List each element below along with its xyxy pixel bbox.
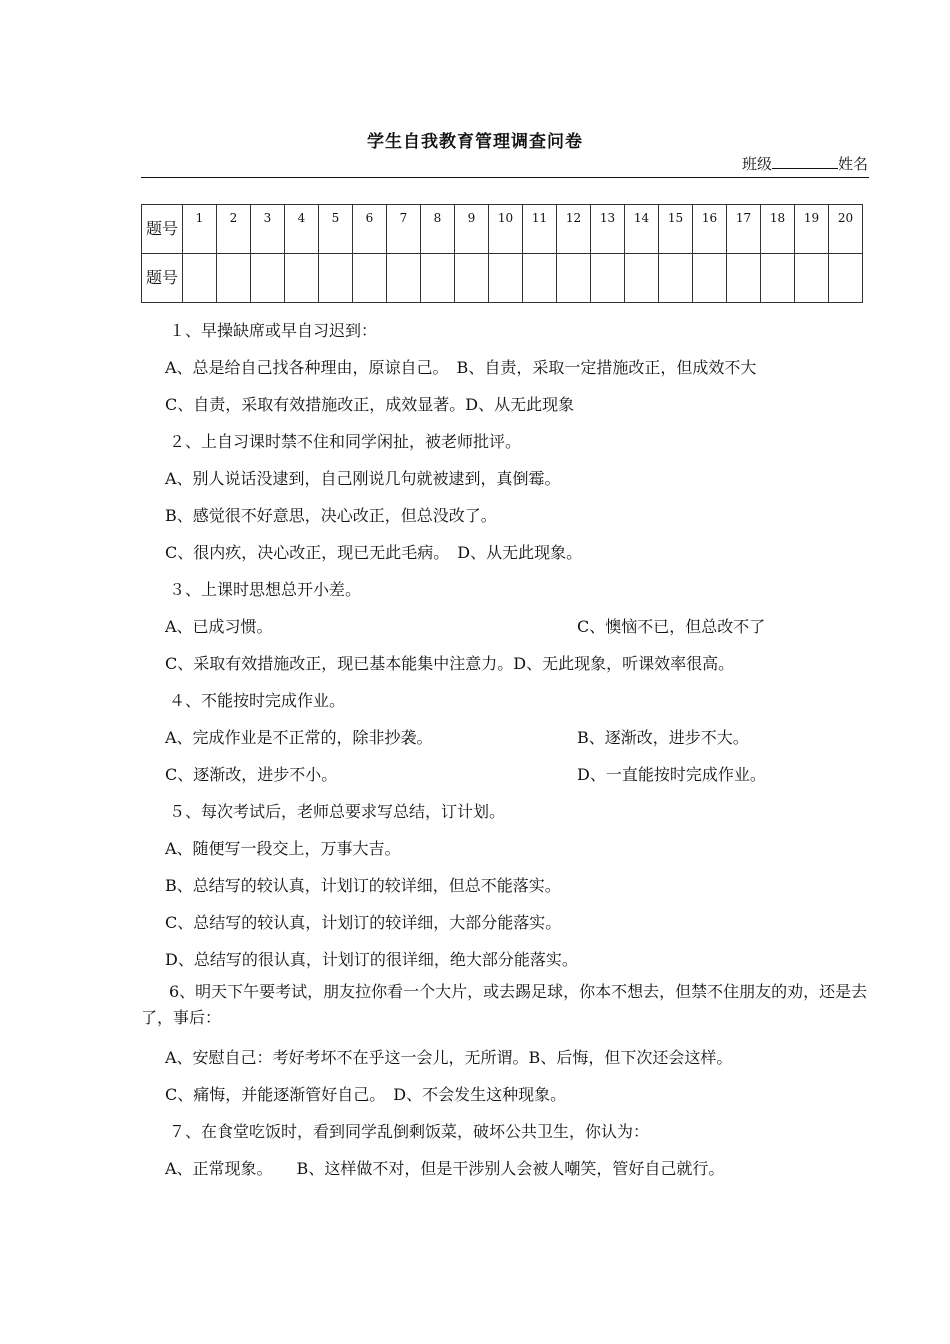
option-left: C、逐渐改，进步不小。 xyxy=(165,765,338,784)
question-7: ７、在食堂吃饭时，看到同学乱倒剩饭菜，破坏公共卫生，你认为： xyxy=(169,1122,650,1141)
option-line: C、痛悔，并能逐渐管好自己。 D、不会发生这种现象。 xyxy=(165,1085,567,1104)
option-line: D、总结写的很认真，计划订的很详细，绝大部分能落实。 xyxy=(165,950,578,969)
table-row-numbers xyxy=(142,205,863,254)
question-6: 6、明天下午要考试，朋友拉你看一个大片，或去踢足球，你本不想去，但禁不住朋友的劝，还是去了，事后： xyxy=(141,982,868,1027)
question-3: ３、上课时思想总开小差。 xyxy=(169,580,362,599)
answer-cell[interactable] xyxy=(523,254,557,303)
question-number-cell: 1 xyxy=(183,205,217,254)
answer-cell[interactable] xyxy=(625,254,659,303)
question-number-cell: 12 xyxy=(557,205,591,254)
question-number-cell: 2 xyxy=(217,205,251,254)
answer-cell[interactable] xyxy=(455,254,489,303)
option-line: A、别人说话没逮到，自己刚说几句就被逮到，真倒霉。 xyxy=(165,469,561,488)
answer-cell[interactable] xyxy=(285,254,319,303)
answer-cell[interactable] xyxy=(795,254,829,303)
question-number-cell: 4 xyxy=(285,205,319,254)
option-line: C、总结写的较认真，计划订的较详细，大部分能落实。 xyxy=(165,913,562,932)
answer-cell[interactable] xyxy=(183,254,217,303)
answer-cell[interactable] xyxy=(659,254,693,303)
class-label: 班级 xyxy=(741,155,772,173)
option-line: A、安慰自己：考好考坏不在乎这一会儿，无所谓。B、后悔，但下次还会这样。 xyxy=(165,1048,733,1067)
page-title: 学生自我教育管理调查问卷 xyxy=(367,132,583,152)
answer-cell[interactable] xyxy=(557,254,591,303)
option-right: D、一直能按时完成作业。 xyxy=(577,765,766,784)
question-number-cell: 8 xyxy=(421,205,455,254)
answer-cell[interactable] xyxy=(387,254,421,303)
answer-cell[interactable] xyxy=(693,254,727,303)
answer-cell[interactable] xyxy=(217,254,251,303)
question-number-cell: 14 xyxy=(625,205,659,254)
name-label: 姓名 xyxy=(837,155,868,173)
answer-cell[interactable] xyxy=(829,254,863,303)
question-number-cell: 13 xyxy=(591,205,625,254)
row-label: 题号 xyxy=(142,254,183,303)
table-row-answers xyxy=(142,254,863,303)
answer-cell[interactable] xyxy=(353,254,387,303)
question-number-cell: 18 xyxy=(761,205,795,254)
answer-cell[interactable] xyxy=(591,254,625,303)
class-name-line xyxy=(742,153,868,174)
option-line: A、随便写一段交上，万事大吉。 xyxy=(165,839,401,858)
question-2: ２、上自习课时禁不住和同学闲扯，被老师批评。 xyxy=(169,432,522,451)
option-line: B、感觉很不好意思，决心改正，但总没改了。 xyxy=(165,506,497,525)
answer-table xyxy=(141,204,863,303)
option-left: A、完成作业是不正常的，除非抄袭。 xyxy=(165,728,433,747)
answer-cell[interactable] xyxy=(489,254,523,303)
option-line: B、总结写的较认真，计划订的较详细，但总不能落实。 xyxy=(165,876,561,895)
question-number-cell: 15 xyxy=(659,205,693,254)
question-number-cell: 7 xyxy=(387,205,421,254)
question-number-cell: 17 xyxy=(727,205,761,254)
question-number-cell: 10 xyxy=(489,205,523,254)
question-number-cell: 3 xyxy=(251,205,285,254)
answer-cell[interactable] xyxy=(761,254,795,303)
option-line: A、总是给自己找各种理由，原谅自己。 B、自责，采取一定措施改正，但成效不大 xyxy=(165,358,757,377)
option-right: C、懊恼不已，但总改不了 xyxy=(577,617,766,636)
option-line: A、正常现象。 B、这样做不对，但是干涉别人会被人嘲笑，管好自己就行。 xyxy=(165,1159,725,1178)
option-pair xyxy=(141,725,871,748)
option-line: C、自责，采取有效措施改正，成效显著。D、从无此现象 xyxy=(165,395,575,414)
question-number-cell: 9 xyxy=(455,205,489,254)
class-blank xyxy=(772,154,838,169)
option-pair xyxy=(141,614,871,637)
row-label: 题号 xyxy=(142,205,183,254)
question-4: ４、不能按时完成作业。 xyxy=(169,691,346,710)
question-5: ５、每次考试后，老师总要求写总结，订计划。 xyxy=(169,802,506,821)
question-number-cell: 20 xyxy=(829,205,863,254)
answer-cell[interactable] xyxy=(421,254,455,303)
question-number-cell: 11 xyxy=(523,205,557,254)
question-number-cell: 19 xyxy=(795,205,829,254)
header-rule xyxy=(141,177,869,178)
option-left: A、已成习惯。 xyxy=(165,617,273,636)
answer-cell[interactable] xyxy=(251,254,285,303)
option-line: C、很内疚，决心改正，现已无此毛病。 D、从无此现象。 xyxy=(165,543,583,562)
question-number-cell: 5 xyxy=(319,205,353,254)
question-1: １、早操缺席或早自习迟到： xyxy=(169,321,378,340)
answer-cell[interactable] xyxy=(727,254,761,303)
answer-cell[interactable] xyxy=(319,254,353,303)
option-line: C、采取有效措施改正，现已基本能集中注意力。D、无此现象，听课效率很高。 xyxy=(165,654,735,673)
option-right: B、逐渐改，进步不大。 xyxy=(577,728,749,747)
question-number-cell: 6 xyxy=(353,205,387,254)
question-number-cell: 16 xyxy=(693,205,727,254)
option-pair xyxy=(141,762,871,785)
